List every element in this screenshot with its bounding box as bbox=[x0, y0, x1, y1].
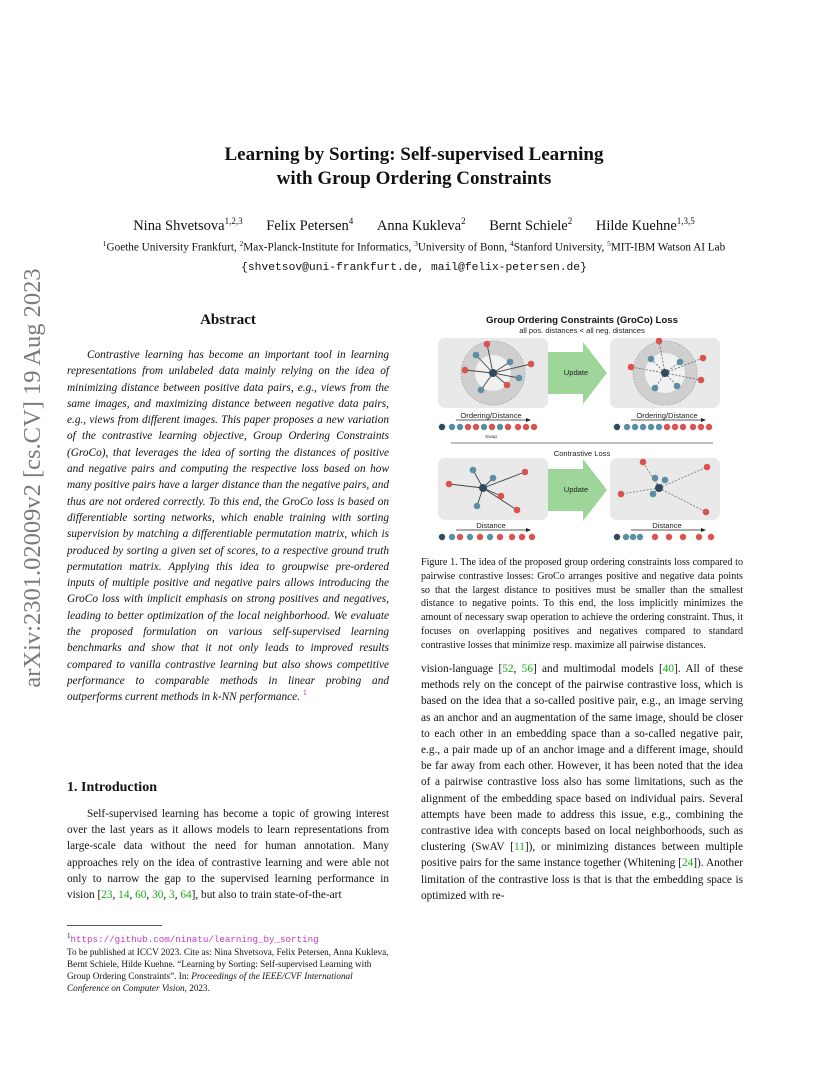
paper-title-line-2: with Group Ordering Constraints bbox=[276, 168, 552, 189]
figure-title: Group Ordering Constraints (GroCo) Loss bbox=[486, 315, 678, 326]
citation-link[interactable]: 14 bbox=[118, 889, 130, 902]
citation-link[interactable]: 52 bbox=[502, 663, 514, 675]
intro-paragraph: Self-supervised learning has become a topic of growing interest over the last years as it allows models to learn representations from large-scale data without the need for human annotation. Many approaches rely on the idea of contrastive learning and were able not only to narrow the gap to the supervised learning performance in vision [23, 14, 60, 30, 3, 64], but also to train state-of-the-art bbox=[67, 808, 389, 902]
citation-link[interactable]: 40 bbox=[662, 663, 675, 675]
author: Anna Kukleva$^2$ bbox=[376, 216, 466, 234]
author-emails: {shvetsov@uni-frankfurt.de, mail@felix-petersen.de} bbox=[241, 262, 587, 274]
author: Nina Shvetsova$^{1,2,3}$ bbox=[133, 216, 243, 234]
citation-link[interactable]: 11 bbox=[514, 841, 525, 854]
affiliations: $^1$Goethe University Frankfurt, $^2$Max-Planck-Institute for Informatics, $^3$University of Bonn, $^4$Stanford University, $^5$MIT-IBM Watson AI Lab bbox=[102, 239, 726, 254]
author: Felix Petersen$^4$ bbox=[266, 216, 354, 234]
update-label-top: Update bbox=[563, 368, 589, 377]
footnote: $^1$https://github.com/ninatu/learning_by_sorting To be published at ICCV 2023. Cite as: Nina Shvetsova, Felix Petersen, Anna Kukleva, Bernt Schiele, Hilde Kuehne. “Learning by Sorting: Self-supervised Learning with Group Ordering Constraints”. In: Proceedings of the IEEE/CVF International Conference on Computer Vision, 2023. bbox=[67, 932, 389, 994]
ordering-label-before: Ordering/Distance bbox=[460, 411, 522, 420]
ordering-row-after bbox=[614, 424, 712, 430]
figure-subtitle: all pos. distances < all neg. distances bbox=[519, 326, 645, 335]
figure-1-diagram bbox=[421, 312, 743, 552]
author-list bbox=[0, 216, 828, 235]
figure-1-caption: Figure 1. The idea of the proposed group ordering constraints loss compared to pairwise contrastive losses: GroCo arranges positive and negative data points so that the largest distance to positives must be smaller than the smallest distance to negative points. To this end, the loss implicitly minimizes the amount of necessary swap operation to achieve the ordering constraint. Thus, it focuses on overlapping positives and negatives compared to standard contrastive losses that minimize resp. maximize all pairwise distances. bbox=[421, 557, 743, 651]
arxiv-stamp-text: arXiv:2301.02009v2 [cs.CV] 19 Aug 2023 bbox=[19, 268, 46, 688]
citation-link[interactable]: 56 bbox=[521, 663, 533, 675]
distance-row-before bbox=[439, 534, 535, 540]
footnote-rule bbox=[67, 925, 162, 926]
contrastive-loss-label: Contrastive Loss bbox=[553, 449, 611, 458]
abstract-heading: Abstract bbox=[200, 312, 256, 328]
ordering-row-before bbox=[439, 424, 537, 430]
distance-label-before: Distance bbox=[476, 521, 506, 530]
paper-title-line-1: Learning by Sorting: Self-supervised Learning bbox=[224, 144, 604, 165]
github-link[interactable]: https://github.com/ninatu/learning_by_sorting bbox=[70, 934, 319, 946]
before-panel-bottom bbox=[438, 458, 548, 520]
citation-link[interactable]: 24 bbox=[681, 857, 694, 870]
distance-label-after: Distance bbox=[652, 521, 682, 530]
author: Bernt Schiele$^2$ bbox=[489, 216, 573, 234]
citation-link[interactable]: 3 bbox=[169, 889, 175, 902]
citation-link[interactable]: 60 bbox=[135, 889, 147, 902]
swap-label: Swap bbox=[485, 435, 497, 440]
distance-row-after bbox=[614, 534, 714, 540]
citation-link[interactable]: 64 bbox=[180, 889, 192, 902]
arxiv-stamp bbox=[19, 268, 46, 688]
abstract-body: Contrastive learning has become an important tool in learning representations from unlabeled data mainly relying on the idea of minimizing distance between positive data pairs, e.g., views from the same images, and maximizing distance between negative data pairs, e.g., views from different images. This paper proposes a new variation of the contrastive learning objective, Group Ordering Constraints (GroCo), that leverages the idea of sorting the distances of positive and negative pairs and computing the respective loss based on how many positive pairs have a larger distance than the negative pairs, and thus are not ordered correctly. To this end, the GroCo loss is based on differentiable sorting networks, which enable training with sorting supervision by matching a differentiable permutation matrix, which is produced by sorting a given set of scores, to a respective ground truth permutation matrix. Applying this idea to groupwise pre-ordered inputs of multiple positive and negative pairs allows introducing the GroCo loss with implicit emphasis on strong positives and negatives, leading to better optimization of the local neighborhood. We evaluate the proposed formulation on various self-supervised learning benchmarks and show that it not only leads to improved results compared to vanilla contrastive learning but also shows competitive performance to comparable methods in linear probing and outperforms current methods in k-NN performance. $^1$ bbox=[67, 349, 389, 704]
citation-link[interactable]: 23 bbox=[101, 889, 113, 902]
section-heading-introduction: 1. Introduction bbox=[67, 780, 157, 795]
author: Hilde Kuehne$^{1,3,5}$ bbox=[595, 216, 695, 234]
citation-link[interactable]: 30 bbox=[152, 889, 164, 902]
update-label-bottom: Update bbox=[563, 485, 589, 494]
right-column-paragraph: vision-language [52, 56] and multimodal models [40]. All of these methods rely on the concept of the pairwise contrastive loss, which is based on the idea that a so-called positive pair, e.g., an image serving as an anchor and an augmentation of the same image, should be closer to each other in an embedding space than a so-called negative pair, e.g., a pair made up of an anchor image and a different image, should be far away from each other. However, it has been noted that the idea of a pairwise contrastive loss also has some limitations, such as the alignment of the embedding space based on individual pairs. Several attempts have been made to address this issue, e.g., combining the contrastive idea with concepts based on local neighborhoods, such as clustering (SwAV [11]), or minimizing distances between multiple positive pairs for the same instance together (Whitening [24]). Another limitation of the contrastive loss is that is that the embedding space is optimized with re- bbox=[421, 663, 744, 902]
ordering-label-after: Ordering/Distance bbox=[636, 411, 698, 420]
footnote-link[interactable]: 1 bbox=[302, 688, 307, 698]
